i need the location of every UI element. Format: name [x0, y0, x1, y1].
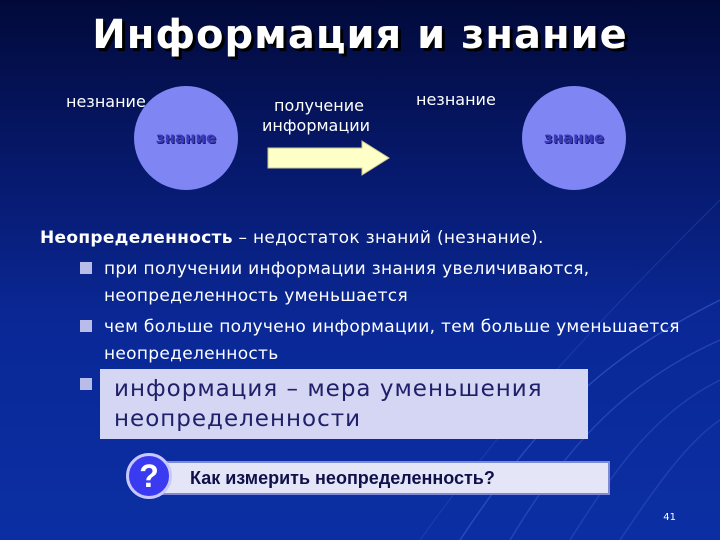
question-box — [150, 461, 610, 495]
question-mark-icon: ? — [126, 453, 172, 499]
highlighted-bullet-item: информация – мера уменьшения неопределенности — [100, 369, 588, 439]
left-knowledge-circle — [134, 86, 238, 190]
page-number: 41 — [663, 512, 676, 523]
bullet-square-icon — [80, 378, 92, 390]
question-text: Как измерить неопределенность? — [190, 467, 495, 488]
right-knowledge-label: знание — [543, 129, 605, 147]
right-unknown-label: незнание — [416, 90, 496, 109]
bullet-square-icon — [80, 320, 92, 332]
right-knowledge-circle — [522, 86, 626, 190]
left-knowledge-label: знание — [155, 129, 217, 147]
bullet-square-icon — [80, 262, 92, 274]
definition — [40, 228, 544, 248]
definition-term: Неопределенность — [40, 228, 233, 248]
page-title: Информация и знание — [92, 12, 628, 58]
transfer-label-line2: информации — [262, 116, 371, 135]
left-unknown-label: незнание — [66, 92, 146, 111]
transfer-label-line1: получение — [274, 96, 364, 115]
right-arrow-icon — [266, 140, 392, 176]
bullet-item: при получении информации знания увеличиваются, неопределенность уменьшается — [104, 259, 590, 306]
bullet-item: чем больше получено информации, тем больше уменьшается неопределенность — [104, 317, 680, 364]
definition-text: – недостаток знаний (незнание). — [232, 228, 544, 248]
